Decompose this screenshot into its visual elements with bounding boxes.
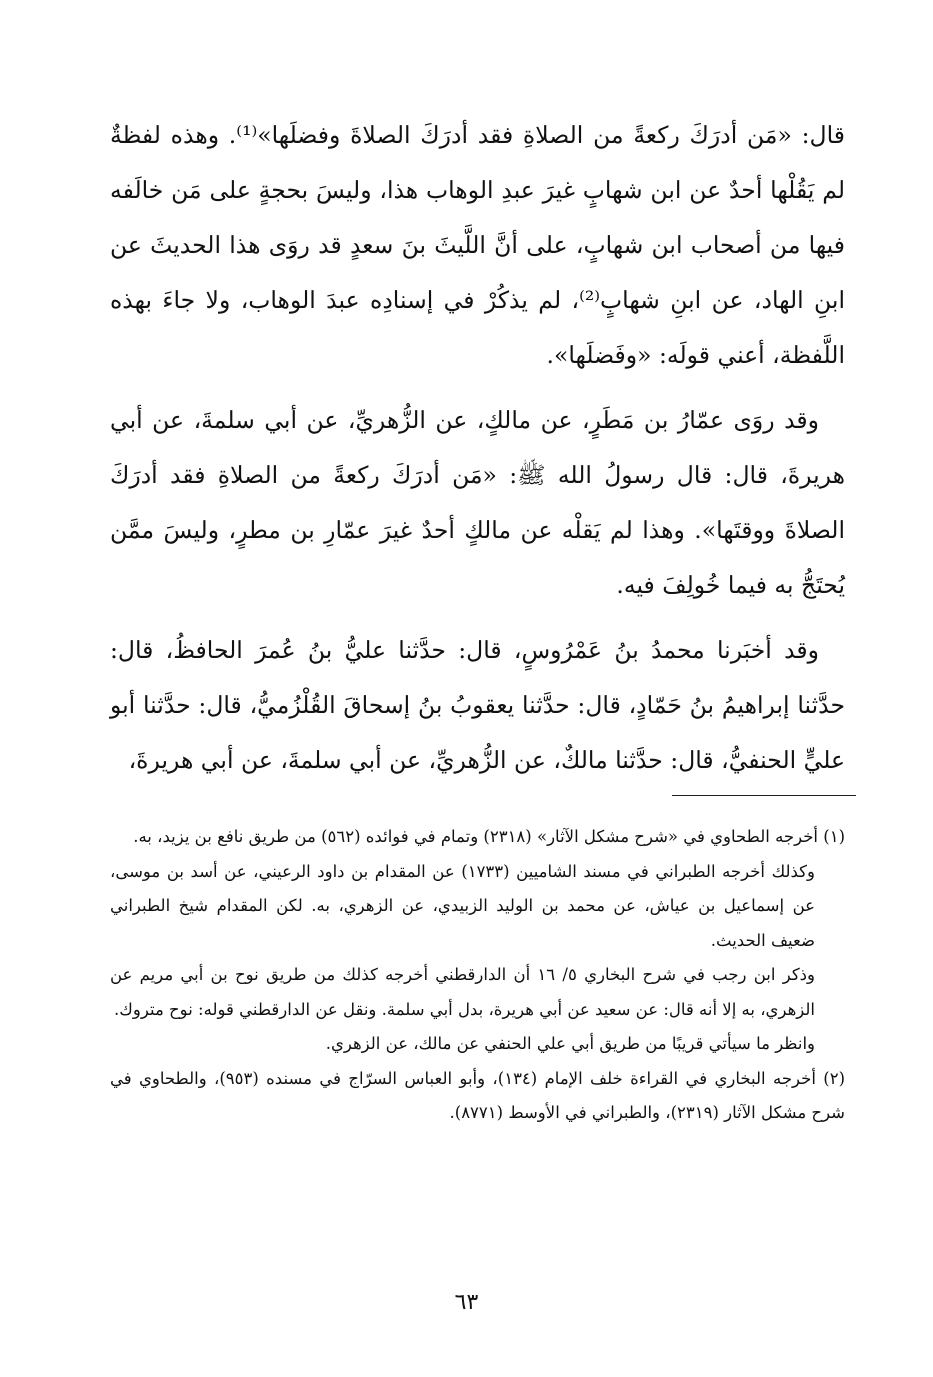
paragraph-1 [110,108,845,383]
page-number: ٦٣ [454,1290,479,1315]
footnotes [110,820,845,1131]
paragraph-text: قال: «مَن أدرَكَ ركعةً من الصلاةِ فقد أدرَكَ الصلاةَ وفضلَها»⁽¹⁾. وهذه لفظةٌ لم يَقُلْها أحدٌ عن ابن شهابٍ غيرَ عبدِ الوهاب هذا، وليسَ بحجةٍ على مَن خالَفه فيها من أصحاب ابن شهابٍ، على أنَّ اللَّيثَ بنَ سعدٍ قد روَى هذا الحديثَ عن ابنِ الهاد، عن ابنِ شهابٍ⁽²⁾، لم يذكُرْ في إسنادِه عبدَ الوهاب، ولا جاءَ بهذه اللَّفظة، أعني قولَه: «وفَضلَها». [110,121,845,369]
footnote-separator [672,795,856,796]
footnote-1-continuation: وانظر ما سيأتي قريبًا من طريق أبي علي الحنفي عن مالك، عن الزهري. [325,1034,815,1053]
footnote-1-continuation: وكذلك أخرجه الطبراني في مسند الشاميين (١٧٣٣) عن المقدام بن داود الرعيني، عن أسد بن موسى، عن إسماعيل بن عياش، عن محمد بن الوليد الزبيدي، عن الزهري، به. لكن المقدام شيخ الطبراني ضعيف الحديث. [110,861,815,950]
main-text [110,108,845,798]
paragraph-3 [110,623,845,788]
paragraph-text: وقد روَى عمّارُ بن مَطَرٍ، عن مالكٍ، عن الزُّهريِّ، عن أبي سلمةَ، عن أبي هريرةَ، قال: قال رسولُ الله ﷺ: «مَن أدرَكَ ركعةً من الصلاةِ فقد أدرَكَ الصلاةَ ووقتَها». وهذا لم يَقلْه عن مالكٍ أحدٌ غيرَ عمّارِ بن مطرٍ، وليسَ ممَّن يُحتَجُّ به فيما خُولِفَ فيه. [110,406,845,599]
footnote-2: (٢) أخرجه البخاري في القراءة خلف الإمام (١٣٤)، وأبو العباس السرّاج في مسنده (٩٥٣)، والطحاوي في شرح مشكل الآثار (٢٣١٩)، والطبراني في الأوسط (٨٧٧١). [110,1068,845,1122]
footnote-1-continuation: وذكر ابن رجب في شرح البخاري ٥/ ١٦ أن الدارقطني أخرجه كذلك من طريق نوح بن أبي مريم عن الزهري، به إلا أنه قال: عن سعيد عن أبي هريرة، بدل أبي سلمة. ونقل عن الدارقطني قوله: نوح متروك. [110,965,815,1019]
paragraph-2 [110,393,845,613]
paragraph-text: وقد أخبَرنا محمدُ بنُ عَمْرُوسٍ، قال: حدَّثنا عليُّ بنُ عُمرَ الحافظُ، قال: حدَّثنا إبراهيمُ بنُ حَمّادٍ، قال: حدَّثنا يعقوبُ بنُ إسحاقَ القُلْزُميُّ، قال: حدَّثنا أبو عليٍّ الحنفيُّ، قال: حدَّثنا مالكٌ، عن الزُّهريِّ، عن أبي سلمةَ، عن أبي هريرةَ، [110,636,845,774]
footnote-1: (١) أخرجه الطحاوي في «شرح مشكل الآثار» (٢٣١٨) وتمام في فوائده (٥٦٢) من طريق نافع بن يزيد، به. [133,827,845,846]
